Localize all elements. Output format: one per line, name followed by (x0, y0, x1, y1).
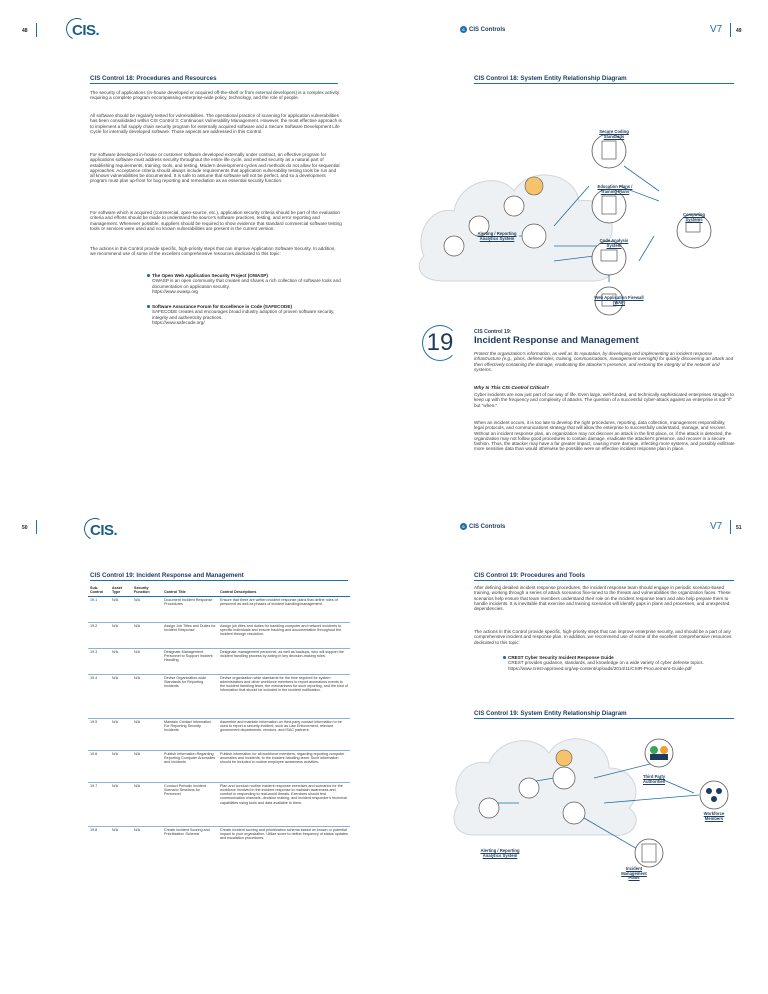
workforce-node (700, 781, 728, 809)
cell-control-title: Devise Organization-wide Standards for Reporting Incidents (162, 674, 218, 718)
cell-control-title: Create Incident Scoring and Prioritization Schema (162, 826, 218, 852)
cell-subcontrol: 19.4 (88, 674, 110, 718)
bullet-dot (503, 656, 506, 659)
cloud-shape (419, 175, 617, 281)
table-header-row (88, 585, 350, 596)
page-divider (730, 520, 731, 534)
cell-security-function: N/A (132, 826, 162, 852)
cloud-shape (454, 739, 636, 835)
bullet-body: CREST provides guidance, standards, and knowledge on a wide variety of cyber defense topics. (508, 660, 704, 666)
control-18-diagram (414, 86, 754, 316)
cell-security-function: N/A (132, 622, 162, 648)
label-education: Education Plans / Training Plans (597, 184, 633, 194)
cis-controls-brand (460, 523, 505, 530)
page-51 (384, 497, 768, 994)
resource-bullet (152, 273, 342, 294)
label-incident-plans: Incident Management Plans (621, 866, 647, 881)
label-computing: Computing Systems (682, 212, 706, 222)
col-header-control-title: Control Title (162, 585, 218, 596)
paragraph-2: The actions in this Control provide specific, high-priority steps that can improve enterprise security, and should be a part of any comprehensive incident and response plan. In addition, we recommend use of some of the excellent comprehensive resources dedicated to this topic: (474, 629, 732, 645)
cis-controls-logo-icon: c (460, 523, 467, 530)
version-label: V7 (710, 24, 723, 35)
cell-asset-type: N/A (110, 782, 132, 826)
brand-name: CIS Controls (469, 26, 506, 33)
table-row (88, 750, 350, 782)
why-paragraph-1: Cyber incidents are now just part of our way of life. Even large, well-funded, and technically sophisticated enterprises struggle to keep up with the frequency and complexity of attacks. The question of a successful cyber-attack against an enterprise is not "if" but "when." (474, 392, 734, 408)
table-row (88, 782, 350, 826)
section-title: CIS Control 18: Procedures and Resources (90, 75, 217, 82)
cell-asset-type: N/A (110, 718, 132, 750)
col-header-security-function: Security Function (132, 585, 162, 596)
label-alerting: Alerting / Reporting Analytics System (480, 848, 520, 858)
cell-control-title: Designate Management Personnel to Support Incident Handling (162, 648, 218, 674)
paragraph-1: The security of applications (in-house developed or acquired off-the-shelf or from external developers) is a complex activity requiring a complete program encompassing enterprise-wide policy, technology, and the role of people. (90, 90, 340, 101)
bullet-body: SAFECODE creates and encourages broad industry adoption of proven software security, integrity and authenticity practices. (152, 309, 335, 320)
page-number: 49 (736, 28, 742, 34)
title-rule (474, 580, 734, 581)
cell-security-function: N/A (132, 674, 162, 718)
control-label: CIS Control 19: (474, 329, 512, 335)
cell-control-title: Conduct Periodic Incident Scenario Sessions for Personnel (162, 782, 218, 826)
bullet-title: Software Assurance Forum for Excellence in Code (SAFECODE) (152, 304, 292, 309)
bullet-dot (147, 274, 150, 277)
cell-asset-type: N/A (110, 674, 132, 718)
col-header-control-description: Control Descriptions (218, 585, 350, 596)
paragraph-5: The actions in this Control provide specific, high-priority steps that can improve Application Software Security. In addition, we recommend use of some of the excellent comprehensive resources dedicated to this topic: (90, 246, 336, 257)
cell-control-title: Maintain Contact Information For Reporting Security Incidents (162, 718, 218, 750)
cell-asset-type: N/A (110, 596, 132, 622)
page-divider (730, 23, 731, 37)
page-number: 48 (22, 28, 28, 34)
page-number: 50 (22, 525, 28, 531)
cell-control-title: Document Incident Response Procedures (162, 596, 218, 622)
label-secure-coding: Secure Coding Standards (599, 129, 629, 139)
table-row (88, 718, 350, 750)
table-row (88, 826, 350, 852)
col-header-asset-type: Asset Type (110, 585, 132, 596)
bullet-title: The Open Web Application Security Project (OWASP) (152, 273, 268, 278)
cell-security-function: N/A (132, 750, 162, 782)
diagram-title: CIS Control 18: System Entity Relationship Diagram (474, 75, 627, 82)
cell-control-description: Assign job titles and duties for handling computer and network incidents to specific individuals and ensure tracking and documentation throughout the incident through resolution. (218, 622, 350, 648)
page-divider (36, 23, 37, 37)
cell-subcontrol: 19.2 (88, 622, 110, 648)
cell-control-description: Designate management personnel, as well as backups, who will support the incident handling process by acting in key decision-making roles. (218, 648, 350, 674)
brand-name: CIS Controls (469, 523, 506, 530)
page-49 (384, 0, 768, 497)
cell-control-title: Assign Job Titles and Duties for Incident Response (162, 622, 218, 648)
page-number: 51 (736, 525, 742, 531)
cell-subcontrol: 19.6 (88, 750, 110, 782)
third-party-node (645, 739, 673, 767)
control-number-badge: 19 (422, 325, 458, 361)
title-rule (90, 580, 348, 581)
cell-control-description: Assemble and maintain information on third-party contact information to be used to report a security incident, such as Law Enforcement, relevant government departments, vendors, and ISAC partners. (218, 718, 350, 750)
cell-asset-type: N/A (110, 622, 132, 648)
cell-control-description: Create incident scoring and prioritization schema based on known or potential impact to your organization. Utilize score to define frequency of status updates and escalation procedures. (218, 826, 350, 852)
cell-subcontrol: 19.8 (88, 826, 110, 852)
cell-asset-type: N/A (110, 750, 132, 782)
cell-security-function: N/A (132, 596, 162, 622)
cell-control-title: Publish Information Regarding Reporting Computer Anomalies and Incidents (162, 750, 218, 782)
cell-subcontrol: 19.3 (88, 648, 110, 674)
cell-security-function: N/A (132, 648, 162, 674)
label-alerting: Alerting / Reporting Analytics System (477, 231, 517, 241)
paragraph-4: For software which is acquired (commercial, open-source, etc.), application security criteria should be part of the evaluation criteria and efforts should be made to understand the source's software practices, testing, and error reporting and management. Whenever possible, suppliers should be required to show evidence that standard commercial software testing tools or services were used and no known vulnerabilities are present in the current version. (90, 210, 342, 231)
cell-control-description: Devise organization-wide standards for the time required for system administrators and other workforce members to report anomalous events to the incident handling team, the mechanisms for such reporting, and the kind of information that should be included in the incident notification. (218, 674, 350, 718)
bullet-link[interactable]: https://www.crest-approved.org/wp-content/uploads/2014/11/CSIR-Procurement-Guide.pdf (508, 665, 692, 671)
cell-asset-type: N/A (110, 826, 132, 852)
cell-control-description: Ensure that there are written incident response plans that define roles of personnel as well as phases of incident handling/management. (218, 596, 350, 622)
why-heading: Why Is This CIS Control Critical? (474, 386, 549, 391)
resource-bullet (508, 655, 728, 671)
incident-plans-node (635, 839, 663, 867)
cis-logo: CIS. (90, 522, 117, 539)
table-row (88, 674, 350, 718)
control-title: Incident Response and Management (474, 335, 639, 346)
section-title: CIS Control 19: Incident Response and Management (90, 572, 244, 579)
cis-controls-brand (460, 26, 505, 33)
table-row (88, 648, 350, 674)
paragraph-3: For software developed in-house or customer software developed externally under contract, an effective program for applications software must address security throughout the entire life cycle, and embed security as a natural part of establishing requirements, training, tools, and testing. Modern development cycles and methods do not allow for sequential approaches. Acceptance criteria should always include requirements that application vulnerability testing tools be run and all known vulnerabilities be documented. It is safe to assume that software will not be perfect, and so a development program must plan up-front for bug reporting and remediation as an essential security function. (90, 152, 340, 184)
resource-bullet (152, 304, 342, 325)
col-header-subcontrol: Sub-Control (88, 585, 110, 596)
cell-security-function: N/A (132, 782, 162, 826)
cell-security-function: N/A (132, 718, 162, 750)
cell-subcontrol: 19.7 (88, 782, 110, 826)
cis-logo: CIS. (72, 22, 99, 39)
cell-subcontrol: 19.5 (88, 718, 110, 750)
paragraph-2: All software should be regularly tested for vulnerabilities. The operational practice of scanning for application vulnerabilities has been consolidated within CIS Control 3: Continuous Vulnerability Management. However, the most effective approach is to implement a full supply chain security program for externally acquired software and a Secure Software Development Life Cycle for internally developed software. Those aspects are addressed in this Control. (90, 113, 342, 134)
page-50 (0, 497, 384, 994)
why-paragraph-2: When an incident occurs, it is too late to develop the right procedures, reporting, data collection, management responsibility, legal protocols, and communications strategy that will allow the enterprise to successfully understand, manage, and recover. Without an incident response plan, an organization may not discover an attack in the first place, or, if the attack is detected, the organization may not follow good procedures to contain damage, eradicate the attacker's presence, and recover in a secure fashion. Thus, the attacker may have a far greater impact, causing more damage, infecting more systems, and possibly exfiltrate more sensitive data than would otherwise be possible were an effective incident response plan in place. (474, 420, 735, 452)
control-intro: Protect the organization's information, as well as its reputation, by developing and implementing an incident response infrastructure (e.g., plans, defined roles, training, communications, management oversight) for quickly discovering an attack and then effectively containing the damage, eradicating the attacker's presence, and restoring the integrity of the network and systems. (474, 351, 734, 372)
section-title: CIS Control 19: Procedures and Tools (474, 572, 585, 579)
cis-controls-logo-icon: c (460, 26, 467, 33)
diagram-title: CIS Control 19: System Entity Relationship Diagram (474, 710, 627, 717)
label-third-party: Third Party Authorities (642, 774, 666, 784)
title-rule (474, 83, 734, 84)
label-code-analysis: Code Analysis System (599, 238, 629, 248)
label-waf: Web Application Firewall (WAF) (594, 295, 644, 305)
table-row (88, 622, 350, 648)
table-row (88, 596, 350, 622)
cell-asset-type: N/A (110, 648, 132, 674)
label-workforce: Workforce Members (703, 811, 725, 821)
bullet-dot (147, 305, 150, 308)
cell-subcontrol: 19.1 (88, 596, 110, 622)
paragraph-1: After defining detailed incident response procedures, the incident response team should engage in periodic scenario-based training, working through a series of attack scenarios fine-tuned to the threats and vulnerabilities the organization faces. These scenarios help ensure that team members understand their role on the incident response team and also help prepare them to handle incidents. It is inevitable that exercise and training scenarios will identify gaps in plans and processes, and unexpected dependencies. (474, 585, 731, 612)
page-48 (0, 0, 384, 497)
version-label: V7 (710, 521, 723, 532)
bullet-title: CREST Cyber Security Incident Response Guide (508, 655, 614, 660)
page-divider (36, 520, 37, 534)
title-rule (90, 83, 338, 84)
cell-control-description: Publish information for all workforce members, regarding reporting computer anomalies and incidents, to the incident handling team. Such information should be included in routine employee awareness activities. (218, 750, 350, 782)
bullet-link[interactable]: https://www.owasp.org (152, 288, 198, 294)
cell-control-description: Plan and conduct routine incident response exercises and scenarios for the workforce involved in the incident response to maintain awareness and comfort in responding to real-world threats. Exercises should test communication channels, decision making, and incident responder's technical capabilities using tools and data available to them. (218, 782, 350, 826)
bullet-link[interactable]: https://www.safecode.org/ (152, 319, 205, 325)
bullet-body: OWASP is an open community that creates and shares a rich collection of software tools and documentation on application security. (152, 278, 341, 289)
subcontrol-table (88, 585, 350, 852)
title-rule (474, 718, 734, 719)
